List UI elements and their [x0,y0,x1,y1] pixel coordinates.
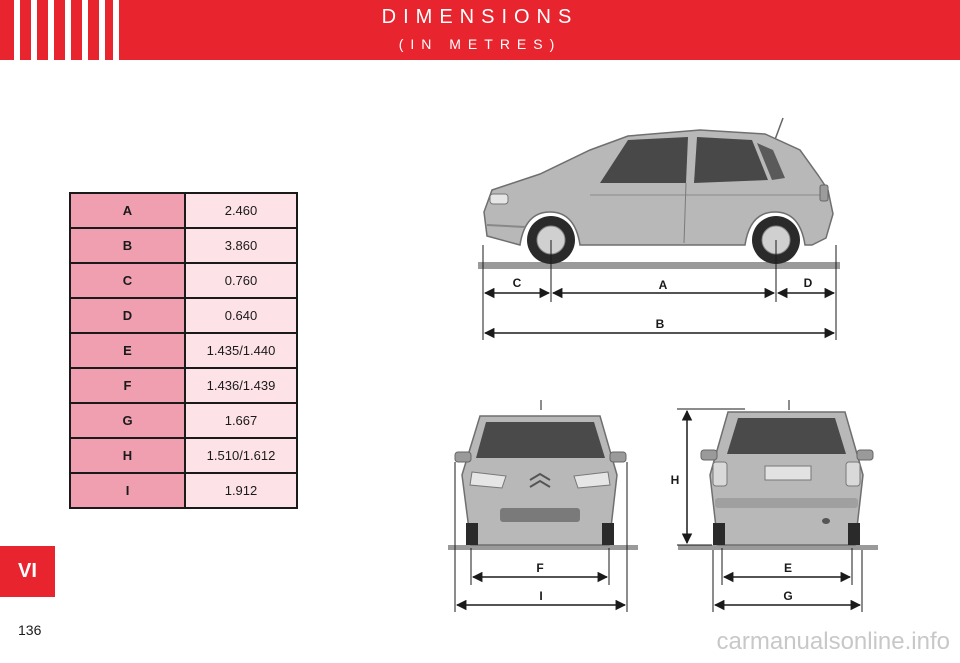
rear-bumper [715,498,858,508]
dimension-key: F [70,368,185,403]
dimension-value: 1.667 [185,403,297,438]
car-front-view [448,400,638,612]
tail-light [820,185,828,201]
dimension-label-b: B [655,317,665,331]
dimension-key: G [70,403,185,438]
mirror-right [610,452,626,462]
dimension-label-i: I [539,589,543,603]
number-plate [765,466,811,480]
exhaust [822,518,830,524]
watermark: carmanualsonline.info [716,628,950,655]
dimension-key: A [70,193,185,228]
rear-tyre-right [848,523,860,545]
chapter-tab: VI [0,546,55,597]
dimension-label-d: D [803,276,813,290]
front-grille [500,508,580,522]
car-rear-view [671,400,878,612]
front-tyre-left [466,523,478,545]
page-subtitle: (IN METRES) [398,36,562,52]
dimension-label-g: G [783,589,793,603]
dimension-label-a: A [658,278,668,292]
dimension-value: 0.760 [185,263,297,298]
page-title: DIMENSIONS [381,6,579,28]
dimension-value: 1.435/1.440 [185,333,297,368]
tail-light-left [713,462,727,486]
windscreen [476,422,605,458]
dimension-key: B [70,228,185,263]
dimension-key: E [70,333,185,368]
headlight [490,194,508,204]
dimension-key: C [70,263,185,298]
dimension-key: I [70,473,185,508]
mirror-right [857,450,873,460]
dimension-label-f: F [536,561,544,575]
dimension-label-e: E [783,561,793,575]
tail-light-right [846,462,860,486]
ground-line [478,262,840,269]
rear-tyre-left [713,523,725,545]
dimension-value: 1.436/1.439 [185,368,297,403]
dimension-label-h: H [670,473,680,487]
dimension-value: 3.860 [185,228,297,263]
dimension-key: D [70,298,185,333]
dimension-value: 1.912 [185,473,297,508]
mirror-left [455,452,471,462]
page-number: 136 [18,622,42,638]
dimension-value: 2.460 [185,193,297,228]
front-tyre-right [602,523,614,545]
dimension-label-c: C [512,276,522,290]
dimension-value: 1.510/1.612 [185,438,297,473]
rear-screen [727,418,846,454]
dimension-key: H [70,438,185,473]
car-side-view [478,118,840,340]
mirror-left [701,450,717,460]
dimension-value: 0.640 [185,298,297,333]
